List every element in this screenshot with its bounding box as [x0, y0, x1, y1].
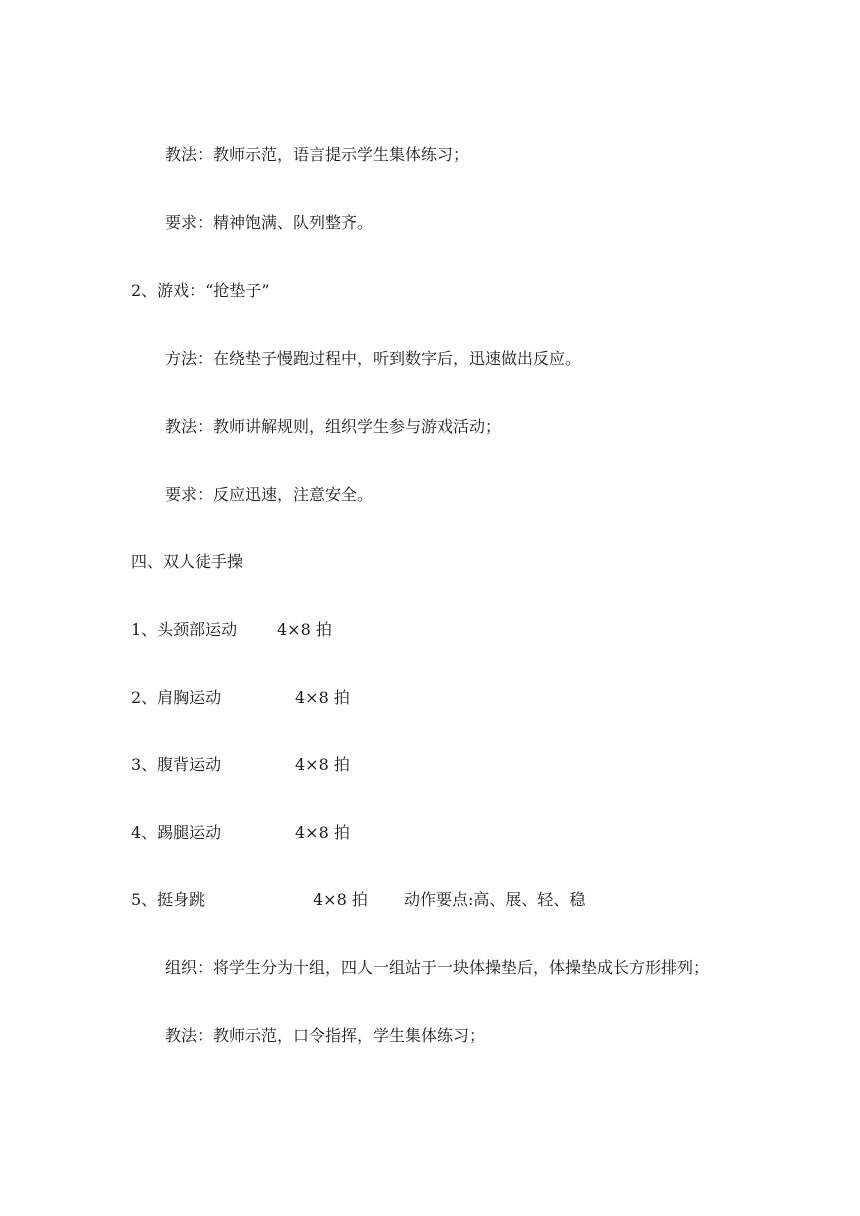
paragraph-method: 方法：在绕垫子慢跑过程中，听到数字后，迅速做出反应。: [165, 349, 582, 368]
exercise-name: 4、踢腿运动: [131, 823, 222, 842]
exercise-beats: 4×8 拍: [313, 890, 368, 909]
paragraph-teaching-method-3: 教法：教师示范，口令指挥，学生集体练习；: [165, 1026, 486, 1045]
exercise-name: 2、肩胸运动: [131, 688, 222, 707]
section-heading-partner-exercise: 四、双人徒手操: [131, 552, 244, 571]
exercise-beats: 4×8 拍: [295, 688, 350, 707]
paragraph-organization: 组织：将学生分为十组，四人一组站于一块体操垫后，体操垫成长方形排列；: [165, 958, 710, 977]
paragraph-teaching-method-1: 教法：教师示范，语言提示学生集体练习；: [165, 145, 470, 164]
exercise-name: 1、头颈部运动: [131, 620, 238, 639]
exercise-beats: 4×8 拍: [295, 823, 350, 842]
exercise-beats: 4×8 拍: [295, 755, 350, 774]
paragraph-teaching-method-2: 教法：教师讲解规则，组织学生参与游戏活动；: [165, 417, 502, 436]
paragraph-requirement-1: 要求：精神饱满、队列整齐。: [165, 213, 374, 232]
heading-game: 2、游戏：“抢垫子”: [131, 281, 270, 300]
exercise-name: 3、腹背运动: [131, 755, 222, 774]
exercise-name: 5、挺身跳: [131, 890, 206, 909]
exercise-beats: 4×8 拍: [277, 620, 332, 639]
paragraph-requirement-2: 要求：反应迅速，注意安全。: [165, 485, 374, 504]
exercise-key-points: 动作要点:高、展、轻、稳: [404, 890, 586, 909]
